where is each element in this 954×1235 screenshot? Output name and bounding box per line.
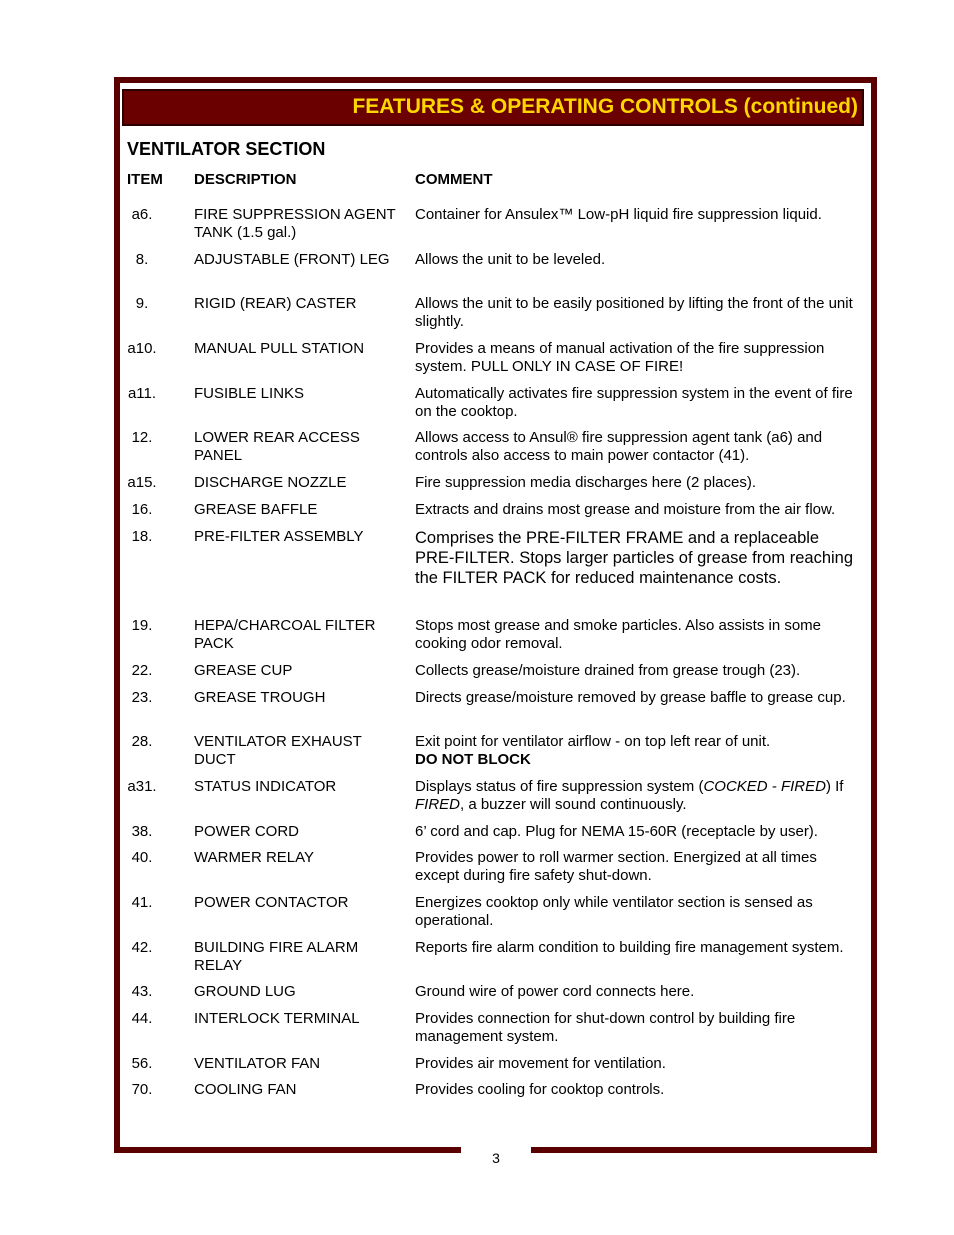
item-description: MANUAL PULL STATION [194, 340, 365, 357]
item-description: VENTILATOR FAN [194, 1055, 321, 1072]
section-title: VENTILATOR SECTION [127, 139, 326, 159]
item-number: 28. [131, 733, 153, 750]
page-number: 3 [492, 1150, 500, 1166]
item-number: 56. [131, 1055, 153, 1072]
item-description: STATUS INDICATOR [194, 778, 337, 795]
item-comment: Provides connection for shut-down control by building fire management system. [415, 1010, 796, 1045]
item-number: 38. [131, 823, 153, 840]
item-description: FUSIBLE LINKS [194, 385, 305, 402]
item-description: POWER CONTACTOR [194, 894, 349, 911]
item-description: BUILDING FIRE ALARM RELAY [194, 939, 359, 974]
status-fired: FIRED [415, 796, 460, 813]
comment-text: Displays status of fire suppression system ( [415, 778, 704, 795]
item-description: ADJUSTABLE (FRONT) LEG [194, 251, 390, 268]
item-number: 23. [131, 689, 153, 706]
comment-text: Exit point for ventilator airflow - on top left rear of unit. [415, 733, 771, 750]
item-comment: Reports fire alarm condition to building fire management system. [415, 939, 844, 956]
item-number: a6. [131, 206, 153, 223]
item-description: HEPA/CHARCOAL FILTER PACK [194, 617, 376, 652]
page-title: FEATURES & OPERATING CONTROLS (continued) [352, 95, 858, 118]
item-number: 22. [131, 662, 153, 679]
item-description: WARMER RELAY [194, 849, 315, 866]
item-comment: Container for Ansulex™ Low-pH liquid fire suppression liquid. [415, 206, 822, 223]
item-number: 44. [131, 1010, 153, 1027]
item-number: 41. [131, 894, 153, 911]
item-comment: Stops most grease and smoke particles. Also assists in some cooking odor removal. [415, 617, 822, 652]
item-comment: Fire suppression media discharges here (2 places). [415, 474, 756, 491]
item-description: FIRE SUPPRESSION AGENT TANK (1.5 gal.) [194, 206, 396, 241]
item-comment: Extracts and drains most grease and moisture from the air flow. [415, 501, 836, 518]
item-description: INTERLOCK TERMINAL [194, 1010, 360, 1027]
item-number: 18. [131, 528, 153, 545]
item-comment: Allows the unit to be easily positioned by lifting the front of the unit slightly. [415, 295, 853, 330]
column-header-description: DESCRIPTION [194, 171, 297, 188]
item-description: GROUND LUG [194, 983, 296, 1000]
item-comment: Collects grease/moisture drained from grease trough (23). [415, 662, 801, 679]
page-border-bottom-left [114, 1147, 461, 1153]
comment-text: , a buzzer will sound continuously. [460, 796, 687, 813]
item-comment [415, 733, 863, 769]
column-header-item: ITEM [127, 171, 163, 188]
item-description: GREASE CUP [194, 662, 293, 679]
item-comment: Allows the unit to be leveled. [415, 251, 606, 268]
item-comment: Provides air movement for ventilation. [415, 1055, 666, 1072]
item-description: VENTILATOR EXHAUST DUCT [194, 733, 362, 768]
item-comment: Provides power to roll warmer section. Energized at all times except during fire safety shut-down. [415, 849, 817, 884]
column-header-comment: COMMENT [415, 171, 493, 188]
item-number: 40. [131, 849, 153, 866]
item-number: 42. [131, 939, 153, 956]
item-comment: Allows access to Ansul® fire suppression agent tank (a6) and controls also access to main power contactor (41). [415, 429, 823, 464]
item-description: LOWER REAR ACCESS PANEL [194, 429, 360, 464]
item-comment: Directs grease/moisture removed by grease baffle to grease cup. [415, 689, 846, 706]
item-number: 8. [135, 251, 149, 268]
item-description: DISCHARGE NOZZLE [194, 474, 347, 491]
item-number: a31. [127, 778, 157, 795]
item-number: 9. [135, 295, 149, 312]
page-border-bottom-right [531, 1147, 877, 1153]
item-comment: Comprises the PRE-FILTER FRAME and a replaceable PRE-FILTER. Stops larger particles of grease from reaching the FILTER PACK for reduced maintenance costs. [415, 529, 854, 587]
comment-text: ) If [825, 778, 844, 795]
item-description: GREASE TROUGH [194, 689, 326, 706]
item-description: COOLING FAN [194, 1081, 297, 1098]
item-number: a15. [127, 474, 157, 491]
item-description: POWER CORD [194, 823, 299, 840]
item-comment: Provides cooling for cooktop controls. [415, 1081, 665, 1098]
item-description: GREASE BAFFLE [194, 501, 318, 518]
item-comment [415, 778, 863, 814]
item-comment: Provides a means of manual activation of the fire suppression system. PULL ONLY IN CASE OF FIRE! [415, 340, 825, 375]
item-number: 12. [131, 429, 153, 446]
header-banner [122, 89, 864, 126]
item-comment: Energizes cooktop only while ventilator section is sensed as operational. [415, 894, 813, 929]
warning-text: DO NOT BLOCK [415, 751, 531, 768]
item-comment: 6’ cord and cap. Plug for NEMA 15-60R (receptacle by user). [415, 823, 818, 840]
item-comment: Ground wire of power cord connects here. [415, 983, 695, 1000]
item-comment: Automatically activates fire suppression system in the event of fire on the cooktop. [415, 385, 853, 420]
status-cocked-fired: COCKED - FIRED [703, 778, 826, 795]
item-description: PRE-FILTER ASSEMBLY [194, 528, 364, 545]
item-description: RIGID (REAR) CASTER [194, 295, 357, 312]
item-number: a10. [127, 340, 157, 357]
item-number: 70. [131, 1081, 153, 1098]
item-number: 43. [131, 983, 153, 1000]
item-number: 16. [131, 501, 153, 518]
item-number: 19. [131, 617, 153, 634]
item-number: a11. [127, 385, 157, 402]
